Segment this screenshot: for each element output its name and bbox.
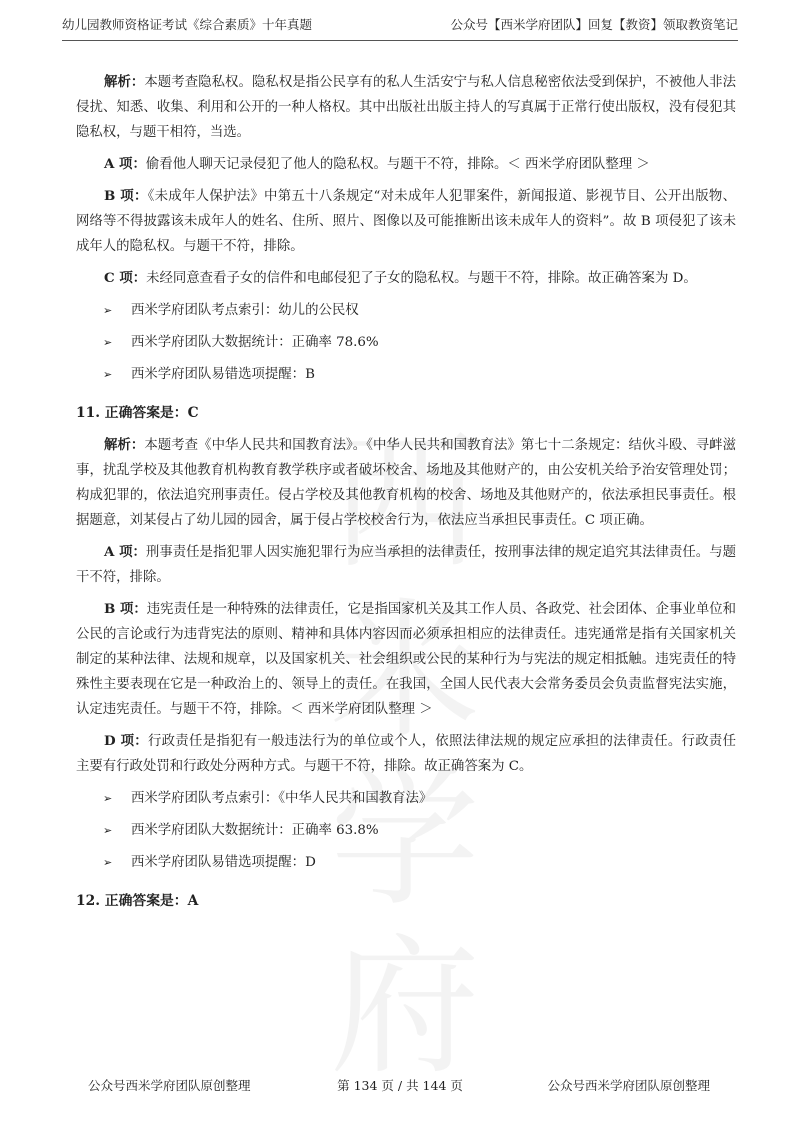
page-number: 第 134 页 / 共 144 页 bbox=[337, 1078, 463, 1093]
q11-heading: 11. 正确答案是：C bbox=[76, 405, 199, 421]
q12-heading: 12. 正确答案是：A bbox=[76, 893, 199, 909]
list-item: ➢ 西米学府团队易错选项提醒：D bbox=[76, 850, 736, 875]
arrow-bullet-icon: ➢ bbox=[103, 824, 113, 837]
q10-analysis: 解析：本题考查隐私权。隐私权是指公民享有的私人生活安宁与私人信息秘密依法受到保护，不被他人非法侵扰、知悉、收集、利用和公开的一种人格权。其中出版社出版主持人的写真属于正常行使出版权，没有侵犯其隐私权，与题干相符，当选。 bbox=[76, 74, 737, 140]
arrow-bullet-icon: ➢ bbox=[103, 856, 113, 869]
q11-option-b: B 项：违宪责任是一种特殊的法律责任，它是指国家机关及其工作人员、各政党、社会团体、企事业单位和公民的言论或行为违背宪法的原则、精神和具体内容因而必须承担相应的法律责任。违宪通常是指有关国家机关制定的某种法律、法规和规章，以及国家机关、社会组织或公民的某种行为与宪法的规定相抵触。违宪责任的特殊性主要表现在它是一种政治上的、领导上的责任。在我国，全国人民代表大会常务委员会负责监督宪法实施，认定违宪责任。与题干不符，排除。＜ 西米学府团队整理 ＞ bbox=[76, 601, 736, 717]
page-footer bbox=[0, 1076, 800, 1096]
list-item: ➢ 西米学府团队大数据统计：正确率 78.6% bbox=[76, 330, 736, 355]
page-header bbox=[62, 14, 738, 41]
arrow-bullet-icon: ➢ bbox=[103, 792, 113, 805]
header-title: 幼儿园教师资格证考试《综合素质》十年真题 bbox=[62, 17, 313, 32]
q11-analysis: 解析：本题考查《中华人民共和国教育法》。《中华人民共和国教育法》第七十二条规定：结伙斗殴、寻衅滋事，扰乱学校及其他教育机构教育教学秩序或者破坏校舍、场地及其他财产的，由公安机关给予治安管理处罚；构成犯罪的，依法追究刑事责任。侵占学校及其他教育机构的校舍、场地及其他财产的，依法承担民事责任。根据题意，刘某侵占了幼儿园的园舍，属于侵占学校校舍行为，依法应当承担民事责任。C 项正确。 bbox=[76, 437, 736, 528]
arrow-bullet-icon: ➢ bbox=[103, 304, 113, 317]
list-item: ➢ 西米学府团队易错选项提醒：B bbox=[76, 362, 736, 387]
page-content bbox=[76, 70, 736, 921]
footer-left: 公众号西米学府团队原创整理 bbox=[88, 1078, 251, 1093]
arrow-bullet-icon: ➢ bbox=[103, 368, 113, 381]
q10-option-a: A 项：偷看他人聊天记录侵犯了他人的隐私权。与题干不符，排除。＜ 西米学府团队整理 ＞ bbox=[104, 156, 650, 172]
q11-option-d: D 项：行政责任是指犯有一般违法行为的单位或个人，依照法律法规的规定应承担的法律责任。行政责任主要有行政处罚和行政处分两种方式。与题干不符，排除。故正确答案为 C。 bbox=[76, 733, 736, 774]
q10-option-b: B 项：《未成年人保护法》中第五十八条规定“对未成年人犯罪案件，新闻报道、影视节目、公开出版物、网络等不得披露该未成年人的姓名、住所、照片、图像以及可能推断出该未成年人的资料”。故 B 项侵犯了该未成年人的隐私权。与题干不符，排除。 bbox=[76, 188, 736, 254]
q10-option-c: C 项：未经同意查看子女的信件和电邮侵犯了子女的隐私权。与题干不符，排除。故正确答案为 D。 bbox=[104, 270, 697, 286]
q11-option-a: A 项：刑事责任是指犯罪人因实施犯罪行为应当承担的法律责任，按刑事法律的规定追究其法律责任。与题干不符，排除。 bbox=[76, 544, 736, 585]
list-item: ➢ 西米学府团队考点索引：《中华人民共和国教育法》 bbox=[76, 786, 736, 811]
header-note: 公众号【西米学府团队】回复【教资】领取教资笔记 bbox=[450, 17, 738, 32]
list-item: ➢ 西米学府团队考点索引：幼儿的公民权 bbox=[76, 298, 736, 323]
footer-right: 公众号西米学府团队原创整理 bbox=[547, 1078, 710, 1093]
list-item: ➢ 西米学府团队大数据统计：正确率 63.8% bbox=[76, 818, 736, 843]
arrow-bullet-icon: ➢ bbox=[103, 336, 113, 349]
